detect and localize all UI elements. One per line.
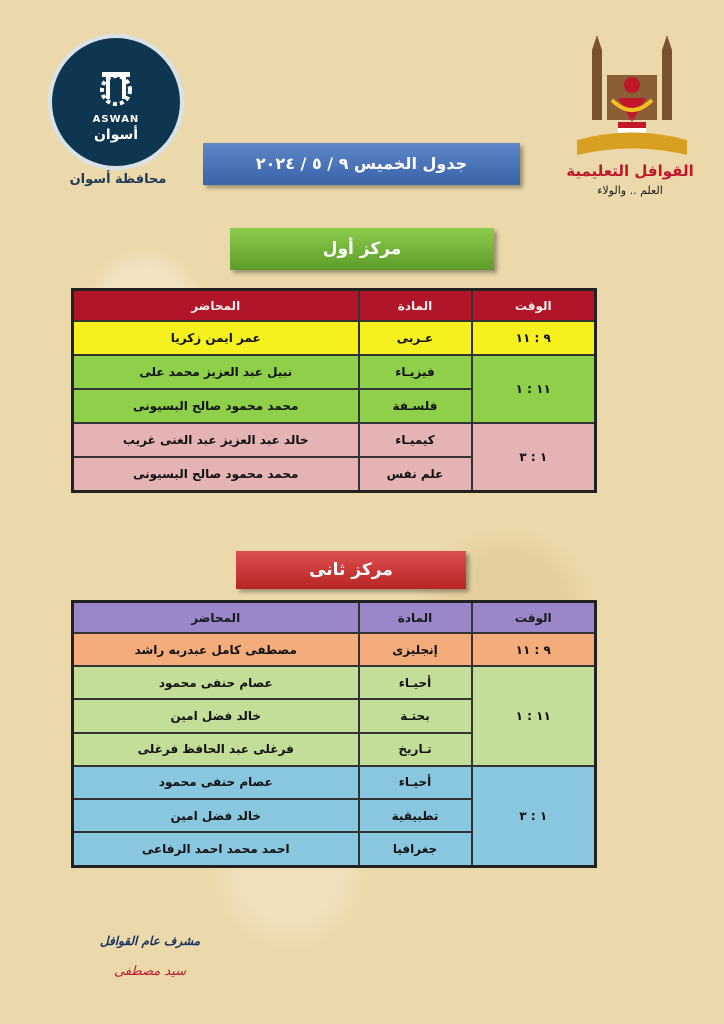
time-cell: ١١ : ١	[472, 355, 596, 423]
subject-cell: عـربى	[359, 321, 472, 355]
subject-header: المادة	[359, 290, 472, 322]
center1-schedule-table	[71, 288, 597, 493]
time-cell: ١١ : ١	[472, 666, 596, 766]
page-title: جدول الخميس ٩ / ٥ / ٢٠٢٤	[203, 143, 520, 185]
qawafel-slogan: العلم .. والولاء	[597, 184, 663, 197]
subject-cell: إنجليزى	[359, 633, 472, 666]
lecturer-cell: محمد محمود صالح البسيونى	[73, 457, 359, 492]
lecturer-cell: خالد عبد العزيز عبد الغنى غريب	[73, 423, 359, 457]
lecturer-cell: احمد محمد احمد الرفاعى	[73, 832, 359, 866]
subject-cell: أحيـاء	[359, 766, 472, 799]
lecturer-cell: فرغلى عبد الحافظ فرغلى	[73, 733, 359, 766]
subject-cell: تـاريخ	[359, 733, 472, 766]
center2-schedule-table	[71, 600, 597, 868]
table-row	[73, 321, 596, 355]
table-row	[73, 666, 596, 699]
aswan-governorate-logo	[48, 34, 184, 170]
subject-header: المادة	[359, 602, 472, 634]
subject-cell: علم نفس	[359, 457, 472, 492]
subject-cell: تطبيقية	[359, 799, 472, 832]
lecturer-cell: عصام حنفى محمود	[73, 666, 359, 699]
subject-cell: أحيـاء	[359, 666, 472, 699]
lecturer-cell: عصام حنفى محمود	[73, 766, 359, 799]
time-cell: ١ : ٣	[472, 766, 596, 867]
center2-title: مركز ثانى	[236, 551, 466, 589]
time-cell: ٩ : ١١	[472, 633, 596, 666]
lecturer-header: المحاضر	[73, 602, 359, 634]
qawafel-logo-icon	[572, 30, 692, 180]
gear-gate-icon	[92, 68, 140, 108]
time-header: الوقت	[472, 290, 596, 322]
time-cell: ١ : ٣	[472, 423, 596, 492]
table-header-row	[73, 602, 596, 634]
lecturer-cell: محمد محمود صالح البسيونى	[73, 389, 359, 423]
table-header-row	[73, 290, 596, 322]
aswan-logo-english: ASWAN	[92, 114, 140, 125]
time-header: الوقت	[472, 602, 596, 634]
subject-cell: كيميـاء	[359, 423, 472, 457]
lecturer-header: المحاضر	[73, 290, 359, 322]
table-row	[73, 766, 596, 799]
lecturer-cell: خالد فضل امين	[73, 799, 359, 832]
table-row	[73, 633, 596, 666]
time-cell: ٩ : ١١	[472, 321, 596, 355]
lecturer-cell: عمر ايمن زكريا	[73, 321, 359, 355]
subject-cell: جغرافيا	[359, 832, 472, 866]
center1-title: مركز أول	[230, 228, 494, 270]
governorate-label: محافظة أسوان	[69, 172, 167, 187]
subject-cell: بحتـة	[359, 699, 472, 732]
lecturer-cell: نبيل عبد العزيز محمد على	[73, 355, 359, 389]
subject-cell: فيزيـاء	[359, 355, 472, 389]
lecturer-cell: خالد فضل امين	[73, 699, 359, 732]
table-row	[73, 423, 596, 457]
qawafel-name: القوافل التعليمية	[566, 162, 694, 180]
subject-cell: فلسـفة	[359, 389, 472, 423]
supervisor-title: مشرف عام القوافل	[99, 934, 201, 948]
lecturer-cell: مصطفى كامل عبدربه راشد	[73, 633, 359, 666]
supervisor-name: سيد مصطفى	[113, 964, 187, 979]
aswan-logo-arabic: أسوان	[93, 127, 139, 143]
table-row	[73, 355, 596, 389]
